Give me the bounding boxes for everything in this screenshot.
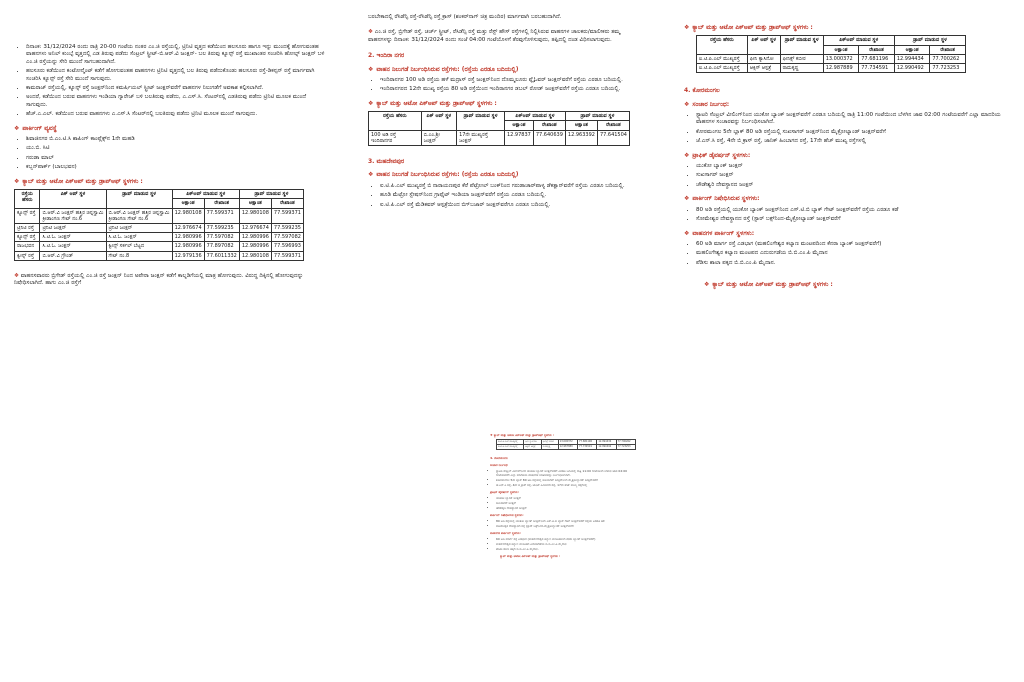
table-subheader-cell: ರೇಖಾಂಶ xyxy=(930,45,966,54)
table-header-cell: ಪಿಕ್ ಅಪ್ ಸ್ಥಳ xyxy=(747,36,780,54)
table-cell: ಬಿ.ಆರ್.ವಿ ಜಂಕ್ಷನ್ ಹತ್ತಿರ ಚಿನ್ನಸ್ವಾಮಿ ಕ್ರೀಡಾಂಗಣ ಗೇಟ್ ನಂ.6 xyxy=(106,208,172,223)
table-cell: ಫೀನಿಕ್ಸ್ ಕಬೀರ xyxy=(780,54,823,63)
table-row xyxy=(369,130,630,145)
table-cell: ಟ್ರಿನಿಟಿ ಜಂಕ್ಷನ್ xyxy=(40,223,106,232)
table-row xyxy=(15,208,304,223)
cab-table-header-text: ಕ್ಯಾಬ್ ಮತ್ತು ಆಟೋ ಪಿಕ್‌ಅಪ್ ಮತ್ತು ಡ್ರಾಪ್‌ಆಫ್ ಸ್ಥಳಗಳು : xyxy=(22,177,143,185)
table-cell: ಕ್ವೀನ್ಸ್ ರಸ್ತೆ xyxy=(15,251,40,260)
table-cell: 77.599235 xyxy=(204,223,239,232)
table-cell: 12.987889 xyxy=(823,64,859,73)
table-cell: ಫೀನಿಕ್ಸ್ ಕಬೀರ xyxy=(541,440,558,445)
diamond-icon: ❖ xyxy=(704,281,710,289)
table-cell: ರಾಮಕೃಷ್ಣ xyxy=(780,64,823,73)
table-cell: 12.980996 xyxy=(172,233,204,242)
sec2-restriction-header xyxy=(368,66,638,73)
cab-table xyxy=(14,189,304,261)
list-item: • ಯುಕೋ ಬ್ಯಾಂಕ್ ಜಂಕ್ಷನ್ xyxy=(496,496,640,500)
list-item: • ಚೌಡೇಶ್ವರಿ ದೇವಸ್ಥಾನದ ಜಂಕ್ಷನ್ xyxy=(496,506,640,510)
table-cell: 77.597082 xyxy=(271,233,303,242)
sec2-table xyxy=(368,111,630,146)
list-item: • ಜೆ.ಎನ್.ಸಿ ರಸ್ತೆ, 4ನೇ ಬಿ ಕ್ರಾಸ್ ರಸ್ತೆ, ಜಾನಿಕ್ ಹಿಂಬಾಗದ ರಸ್ತೆ, 17ನೇ ಹೆಚ್ ಮುಖ್ಯ ರಸ್ತೆಗಳಲ್ಲಿ xyxy=(496,483,640,487)
table-cell: 77.597082 xyxy=(204,233,239,242)
table-cell: 77.6011332 xyxy=(204,251,239,260)
table-cell: ಸಿ.ಟಿ.ಓ. ಜಂಕ್ಷನ್ xyxy=(106,233,172,242)
table-cell: 77.641504 xyxy=(597,130,629,145)
list-item: • ಗರುಡಾ ಮಾಲ್ xyxy=(26,155,326,162)
table-cell: ಕ್ವೀನ್ಸ್‌ ಸರ್ಕಲ್ ಬೆಟ್ಟದ xyxy=(106,242,172,251)
table-cell: ಕ್ಯೂನ್ಸ್ ರಸ್ತೆ xyxy=(15,233,40,242)
diamond-paragraph xyxy=(368,29,638,44)
parking-header xyxy=(14,125,326,132)
section-4-title: 4. ಕೋರಮಂಗಲ xyxy=(684,87,720,95)
table-cell: ಐ.ಟಿ.ಪಿ.ಎಲ್ ಮುಖ್ಯರಸ್ತೆ xyxy=(497,440,524,445)
traffic-restriction-header-text: ಸಂಚಾರ ನಿರ್ಬಂಧ: xyxy=(692,100,730,108)
list-item: • ಇಂದಿರಾನಗರ 100 ಅಡಿ ರಸ್ತೆಯ ಹಳೆ ಮದ್ರಾಸ್ ರಸ್ತೆ ಜಂಕ್ಷನ್‌ನಿಂದ ದೊಮ್ಮಲೂರು ಫ್ಲೈಓವರ್ ಜಂಕ್ಷನ್‌ವರೆಗೆ ರಸ್ತೆಯ ಎರಡೂ ಬದಿಯಲ್ಲಿ. xyxy=(380,77,638,84)
list-item: • ಪೆಡಿಸು ಶಾಲಾ ಪಕ್ಕದ ಬಿ.ಬಿ.ಎಂ.ಪಿ ಮೈದಾನ. xyxy=(496,547,640,551)
final-cab-header-text: ಕ್ಯಾಬ್ ಮತ್ತು ಆಟೋ ಪಿಕ್‌ಅಪ್ ಮತ್ತು ಡ್ರಾಪ್‌ಆಫ್ ಸ್ಥಳಗಳು : xyxy=(712,281,833,289)
no-parking-header-text: ಪಾರ್ಕಿಂಗ್ ನಿಷೇಧಿಸಿರುವ ಸ್ಥಳಗಳು: xyxy=(692,195,760,203)
no-parking-list xyxy=(684,207,1004,224)
table-cell: ಟ್ರಿನಿಟಿ ಜಂಕ್ಷನ್ xyxy=(106,223,172,232)
page3-table-header xyxy=(684,24,1004,31)
table-header-cell: ಡ್ರಾಪ್ ಮಾಡುವ ಸ್ಥಳ xyxy=(894,36,965,45)
table-cell: 12.980108 xyxy=(239,251,271,260)
thumb-final-header: ಕ್ಯಾಬ್ ಮತ್ತು ಆಟೋ ಪಿಕ್‌ಅಪ್ ಮತ್ತು ಡ್ರಾಪ್‌ಆಫ್ ಸ್ಥಳಗಳು : xyxy=(500,553,561,558)
diamond-icon: ❖ xyxy=(684,195,690,203)
table-header-cell: ರಸ್ತೆಯ ಹೆಸರು xyxy=(697,36,748,54)
list-item: • ಶಿವಾಜಿನಗರ ಬಿ.ಎಂ.ಟಿ.ಸಿ ಶಾಪಿಂಗ್ ಕಾಂಪ್ಲೆಕ್ಸ್‌ನ 1ನೇ ಮಹಡಿ xyxy=(26,136,326,143)
parking-list xyxy=(14,136,326,172)
table-row xyxy=(15,233,304,242)
table-cell: 77.599235 xyxy=(271,223,303,232)
table-cell: 12.980996 xyxy=(239,242,271,251)
table-subheader-cell: ಅಕ್ಷಾಂಶ xyxy=(239,199,271,208)
table-cell: 77.599371 xyxy=(271,251,303,260)
list-item: • 60 ಅಡಿ ಮಾರ್ಗ ರಸ್ತೆ ಎಡಭಾಗ (ಮಹಲಿಂಗೇಶ್ವರ ಕಲ್ಯಾಣ ಮಂಟಪದಿಂದ ಕೆನರಾ ಬ್ಯಾಂಕ್ ಜಂಕ್ಷನ್‌ವರೆಗೆ) xyxy=(696,241,1004,248)
table-cell: ಸಿ.ಟಿ.ಓ. ಜಂಕ್ಷನ್ xyxy=(40,233,106,242)
table-cell: 77.897082 xyxy=(204,242,239,251)
table-cell: 77.681196 xyxy=(578,440,597,445)
table-cell: 12.980996 xyxy=(172,242,204,251)
section-3-title: 3. ಮಹದೇವಪುರ xyxy=(368,158,405,166)
cab-table-header xyxy=(14,178,326,185)
table-cell: 77.723253 xyxy=(930,64,966,73)
table-subheader-cell: ರೇಖಾಂಶ xyxy=(859,45,895,54)
sec3-restriction-header-text: ವಾಹನ ನಿಲುಗಡೆ ನಿರ್ಬಂಧಿಸಿರುವ ರಸ್ತೆಗಳು: (ರಸ್ತೆಯ ಎರಡೂ ಬದಿಯಲ್ಲಿ) xyxy=(376,171,519,179)
table-subheader-cell: ರೇಖಾಂಶ xyxy=(597,121,629,130)
table-cell: ಐ.ಟಿ.ಪಿ.ಎಲ್ ಮುಖ್ಯರಸ್ತೆ xyxy=(697,64,748,73)
no-parking-header xyxy=(684,195,1004,202)
table-header-cell: ಪಿಕ್ ಅಪ್ ಸ್ಥಳ xyxy=(421,112,456,130)
table-cell: ಐ.ಟಿ.ಪಿ.ಎಲ್ ಮುಖ್ಯರಸ್ತೆ xyxy=(497,444,524,449)
page3-table xyxy=(696,35,966,73)
table-cell: ಬಿ.ಎಂ.ಶ್ರೀ ಜಂಕ್ಷನ್ xyxy=(421,130,456,145)
table-cell: ಬಿ.ಆರ್.ವಿ ಗ್ರೌಂಡ್ xyxy=(40,251,106,260)
table-cell: 12.97837 xyxy=(504,130,533,145)
sec2-table-header-text: ಕ್ಯಾಬ್ ಮತ್ತು ಆಟೋ ಪಿಕ್‌ಅಪ್ ಮತ್ತು ಡ್ರಾಪ್‌ಆಫ್ ಸ್ಥಳಗಳು : xyxy=(376,99,497,107)
thumb-traffic-header: ಸಂಚಾರ ನಿರ್ಬಂಧ: xyxy=(490,462,509,467)
table-cell: ಆಕ್ಸಿಸ್ ಆಸ್ಪತ್ರೆ xyxy=(524,444,542,449)
table-cell: 77.734591 xyxy=(578,444,597,449)
list-item: • ಕಬ್ಬನ್‌ಪಾರ್ಕ್ (ಬಾಲಭವನ) xyxy=(26,164,326,171)
final-cab-header xyxy=(684,281,1004,288)
table-cell: 13.000372 xyxy=(558,440,577,445)
thumb-section-title: 4. ಕೋರಮಂಗಲ xyxy=(490,455,508,460)
list-item: • ಅಂದರೆ, ಕಡೆಯಿಂದ ಬರುವ ವಾಹನಗಳು ಇಂಡಿಯಾ ಗ್ಯಾರೇಜ್ ಬಳಿ ಬಲತಿರುವು ಪಡೆದು, ಎ.ಎಸ್.ಸಿ. ಸೆಂಟರ್‌ನಲ್ಲಿ ಎಡತಿರುವು ಪಡೆದು ಟ್ರಿನಿಟಿ ಮೂಲಕ ಮುಂದೆ ಸಾಗುವುದು. xyxy=(26,94,326,109)
table-subheader-cell: ರೇಖಾಂಶ xyxy=(533,121,565,130)
list-item: • ಮಹಲಿಂಗೇಶ್ವರ ಕಲ್ಯಾಣ ಮಂಟಪದ ಎದುರುಗಡೆಯ ಬಿ.ಬಿ.ಎಂ.ಪಿ ಮೈದಾನ xyxy=(696,250,1004,257)
table-cell: 12.979136 xyxy=(172,251,204,260)
table-cell: ಟ್ರಿನಿಟಿ ರಸ್ತೆ xyxy=(15,223,40,232)
table-cell: 12.980108 xyxy=(172,208,204,223)
table-cell: 77.596993 xyxy=(271,242,303,251)
vehicle-parking-list xyxy=(684,241,1004,267)
diamond-icon: ❖ xyxy=(14,124,20,132)
table-cell: 12.994434 xyxy=(894,54,930,63)
table-cell: ಕ್ಯೂನ್ಸ್ ರಸ್ತೆ xyxy=(15,208,40,223)
table-cell: ಫೀನಿ ಕ್ಯಾಸಿನೋ xyxy=(747,54,780,63)
parking-header-text: ಪಾರ್ಕಿಂಗ್ ವ್ಯವಸ್ಥೆ xyxy=(22,124,57,132)
page1-column xyxy=(14,44,326,288)
list-item: • ಚೌಡೇಶ್ವರಿ ದೇವಸ್ಥಾನದ ಜಂಕ್ಷನ್ xyxy=(696,182,1004,189)
thumb-table xyxy=(496,439,636,450)
diamond-icon: ❖ xyxy=(490,433,493,437)
thumb-vehicle-parking-header: ವಾಹನಗಳ ಪಾರ್ಕಿಂಗ್ ಸ್ಥಳಗಳು: xyxy=(490,530,521,535)
sec3-list xyxy=(368,183,638,209)
list-item: • ಸ್ಟ್ಯಾಟರಿ ಸೆಂಟ್ರಲ್ ವೀಲಿಂಗ್‌ನಿಂದ ಯುಕೋ ಬ್ಯಾಂಕ್ ಜಂಕ್ಷನ್‌ವರೆಗೆ ಎರಡೂ ಬದಿಯಲ್ಲಿ ರಾತ್ರಿ 11:00 ಗಂಟೆಯಿಂದ ಬೆಳಗಿನ ಜಾವ 02:00 ಗಂಟೆಯವರೆಗೆ ಎಲ್ಲಾ ಮಾದರಿಯ ವಾಹನಗಳ ಸಂಚಾರವನ್ನು ನಿರ್ಬಂಧಿಸಲಾಗಿದೆ. xyxy=(696,112,1004,127)
table-cell: 77.681196 xyxy=(859,54,895,63)
thumb-vehicle-parking-list xyxy=(490,537,640,551)
table-cell: 12.990492 xyxy=(597,444,616,449)
table-cell: 100 ಅಡಿ ರಸ್ತೆ ಇಂದಿರಾನಗರ xyxy=(369,130,422,145)
diversion-header-text: ಟ್ರಾಫಿಕ್ ಡೈವರ್ಷನ್ ಸ್ಥಳಗಳು: xyxy=(692,151,751,159)
thumb-header xyxy=(490,433,640,437)
table-header-cell: ಪಿಕ್‌ಅಪ್ ಮಾಡುವ ಸ್ಥಳ xyxy=(172,190,239,199)
list-item: • ಹೂಡಿ ಮೆಟ್ರೋ ಸ್ಟೇಷನ್‌ನಿಂದ ಗ್ರಾಫೈಟ್ ಇಂಡಿಯಾ ಜಂಕ್ಷನ್‌ವರೆಗೆ ರಸ್ತೆಯ ಎರಡೂ ಬದಿಯಲ್ಲಿ. xyxy=(380,192,638,199)
sec2-table-header xyxy=(368,100,638,107)
sec2-restriction-header-text: ವಾಹನ ನಿಲುಗಡೆ ನಿರ್ಬಂಧಿಸಿರುವ ರಸ್ತೆಗಳು: (ರಸ್ತೆಯ ಎರಡೂ ಬದಿಯಲ್ಲಿ) xyxy=(376,65,519,73)
table-header-cell: ಡ್ರಾಪ್ ಮಾಡುವ ಸ್ಥಳ xyxy=(565,112,629,121)
list-item: • ಪೆಡಿಸು ಶಾಲಾ ಪಕ್ಕದ ಬಿ.ಬಿ.ಎಂ.ಪಿ ಮೈದಾನ. xyxy=(696,260,1004,267)
table-cell: 77.640639 xyxy=(533,130,565,145)
table-cell: 12.976674 xyxy=(239,223,271,232)
diamond-icon: ❖ xyxy=(684,229,690,237)
table-cell: ಗೇಟ್ ನಂ.8 xyxy=(106,251,172,260)
table-subheader-cell: ರೇಖಾಂಶ xyxy=(271,199,303,208)
table-row xyxy=(15,251,304,260)
table-cell: 77.734591 xyxy=(859,64,895,73)
table-subheader-cell: ಅಕ್ಷಾಂಶ xyxy=(894,45,930,54)
list-item: • ದಿನಾಂಕ: 31/12/2024 ರಂದು ರಾತ್ರಿ 20-00 ಗಂಟೆಯ ನಂತರ ಎಂ.ಜಿ ರಸ್ತೆಯಲ್ಲಿ, ಟ್ರಿನಿಟಿ ವೃತ್ತದ ಕಡೆಯಿಂದ ಹಲಸೂರು ಹಾಗೂ ಇನ್ನು ಮುಂದಕ್ಕೆ ಹೋಗುವಂತಹ ವಾಹನಗಳು ಅನಿಲ್ ಕುಂಬ್ಳೆ ವೃತ್ತದಲ್ಲಿ ಎಡ ತಿರುವು ಪಡೆದು ಸೆಂಟ್ರಲ್ ಸ್ಟ್ರೀಟ್-ಬಿ.ಆರ್.ವಿ ಜಂಕ್ಷನ್- ಬಲ ತಿರುವು ಕ್ಯೂನ್ಸ್ ರಸ್ತೆ ಮುಖಾಂತರ ಸಂಚರಿಸಿ ಹೋಲ್ಸ್ ಜಂಕ್ಷನ್ ಬಳಿ ಎಂ.ಜಿ ರಸ್ತೆಯನ್ನು ಸೇರಿ ಮುಂದೆ ಸಾಗಬಹುದಾಗಿದೆ. xyxy=(26,44,326,66)
list-item: • ಮಹಲಿಂಗೇಶ್ವರ ಕಲ್ಯಾಣ ಮಂಟಪದ ಎದುರುಗಡೆಯ ಬಿ.ಬಿ.ಎಂ.ಪಿ ಮೈದಾನ xyxy=(496,542,640,546)
list-item: • ಸ್ಟ್ಯಾಟರಿ ಸೆಂಟ್ರಲ್ ವೀಲಿಂಗ್‌ನಿಂದ ಯುಕೋ ಬ್ಯಾಂಕ್ ಜಂಕ್ಷನ್‌ವರೆಗೆ ಎರಡೂ ಬದಿಯಲ್ಲಿ ರಾತ್ರಿ 11:00 ಗಂಟೆಯಿಂದ ಬೆಳಗಿನ ಜಾವ 02:00 ಗಂಟೆಯವರೆಗೆ ಎಲ್ಲಾ ಮಾದರಿಯ ವಾಹನಗಳ ಸಂಚಾರವನ್ನು ನಿರ್ಬಂಧಿಸಲಾಗಿದೆ. xyxy=(496,469,640,477)
table-header-cell: ಪಿಕ್‌ಅಪ್ ಮಾಡುವ ಸ್ಥಳ xyxy=(823,36,894,45)
table-header-cell: ಪಿಕ್‌ಅಪ್ ಮಾಡುವ ಸ್ಥಳ xyxy=(504,112,565,121)
list-item: • 60 ಅಡಿ ಮಾರ್ಗ ರಸ್ತೆ ಎಡಭಾಗ (ಮಹಲಿಂಗೇಶ್ವರ ಕಲ್ಯಾಣ ಮಂಟಪದಿಂದ ಕೆನರಾ ಬ್ಯಾಂಕ್ ಜಂಕ್ಷನ್‌ವರೆಗೆ) xyxy=(496,537,640,541)
list-item: • ಯುಕೋ ಬ್ಯಾಂಕ್ ಜಂಕ್ಷನ್ xyxy=(696,163,1004,170)
table-subheader-cell: ರೇಖಾಂಶ xyxy=(204,199,239,208)
sec3-restriction-header xyxy=(368,171,638,178)
thumb-traffic-list xyxy=(490,469,640,487)
table-row xyxy=(697,54,966,63)
diamond-paragraph-text: ಎಂ.ಜಿ ರಸ್ತೆ, ಬ್ರಿಗೇಡ್ ರಸ್ತೆ, ಚರ್ಚ್ ಸ್ಟ್ರೀಟ್, ರೆಸಿಡೆನ್ಸಿ ರಸ್ತೆ ಮತ್ತು ರೆಸ್ಟ್ ಹೌಸ್ ರಸ್ತೆಗಳಲ್ಲಿ ನಿಲ್ಲಿಸಿರುವ ವಾಹನಗಳ ಚಾಲಕರು/ಮಾಲೀಕರು ತಮ್ಮ ವಾಹನಗಳನ್ನು ದಿನಾಂಕ: 31/12/2024 ರಂದು ಸಂಜೆ 04:00 ಗಂಟೆಯೊಳಗೆ ತೆರವುಗೊಳಿಸುವುದು, ತಪ್ಪಿದಲ್ಲಿ ದಂಡ ವಿಧಿಸಲಾಗುವುದು. xyxy=(368,29,621,43)
table-subheader-cell: ಅಕ್ಷಾಂಶ xyxy=(504,121,533,130)
list-item: • ಕೋರಮಂಗಲ 5ನೇ ಬ್ಲಾಕ್ 80 ಅಡಿ ರಸ್ತೆಯಲ್ಲಿ ಸುಖಸಾಗರ್ ಜಂಕ್ಷನ್‌ನಿಂದ ಮೈಕ್ರೋಲ್ಯಾಂಡ್ ಜಂಕ್ಷನ್‌ವರೆಗೆ xyxy=(496,478,640,482)
list-item: • ಐ.ಟಿ.ಪಿ.ಎಲ್ ಮುಖ್ಯರಸ್ತೆ ಬಿ ನಾರಾಯಣಪುರ ಕೆರೆ ಪೆಟ್ರೋಲ್ ಬಂಕ್‌ನಿಂದ ಗರುಡಾಚಾರ್‌ಪಾಳ್ಯ ಡೆಕತ್ಲಾನ್‌ವರೆಗೆ ರಸ್ತೆಯ ಎರಡೂ ಬದಿಯಲ್ಲಿ. xyxy=(380,183,638,190)
table-cell: 12.980108 xyxy=(239,208,271,223)
page-right xyxy=(662,0,1024,682)
diamond-icon: ❖ xyxy=(14,177,20,185)
table-cell: 77.599371 xyxy=(271,208,303,223)
section-2-title: 2. ಇಂದಿರಾ ನಗರ xyxy=(368,52,405,60)
table-header-cell: ಡ್ರಾಪ್ ಮಾಡುವ ಸ್ಥಳ xyxy=(106,190,172,208)
table-header-cell: ರಸ್ತೆಯ ಹೆಸರು xyxy=(15,190,40,208)
table-cell: 17ನೇ ಮುಖ್ಯರಸ್ತೆ ಜಂಕ್ಷನ್ xyxy=(457,130,505,145)
list-item: • 80 ಅಡಿ ರಸ್ತೆಯಲ್ಲಿ ಯುಕೋ ಬ್ಯಾಂಕ್ ಜಂಕ್ಷನ್‌ನಿಂದ ಎಸ್.ಟಿ.ಬಿ ಬ್ಯಾಕ್ ಗೇಟ್ ಜಂಕ್ಷನ್‌ವರೆಗೆ ರಸ್ತೆಯ ಎರಡೂ ಕಡೆ xyxy=(696,207,1004,214)
table-header-cell: ಡ್ರಾಪ್ ಮಾಡುವ ಸ್ಥಳ xyxy=(239,190,303,199)
page3-column xyxy=(684,18,1004,293)
list-item: • 80 ಅಡಿ ರಸ್ತೆಯಲ್ಲಿ ಯುಕೋ ಬ್ಯಾಂಕ್ ಜಂಕ್ಷನ್‌ನಿಂದ ಎಸ್.ಟಿ.ಬಿ ಬ್ಯಾಕ್ ಗೇಟ್ ಜಂಕ್ಷನ್‌ವರೆಗೆ ರಸ್ತೆಯ ಎರಡೂ ಕಡೆ xyxy=(496,519,640,523)
diversion-list xyxy=(684,163,1004,189)
list-item: • ಹೆಚ್.ಎ.ಎಲ್. ಕಡೆಯಿಂದ ಬರುವ ವಾಹನಗಳು ಎ.ಎಸ್.ಸಿ ಸೆಂಟರ್‌ನಲ್ಲಿ ಬಲತಿರುವು ಪಡೆದು ಟ್ರಿನಿಟಿ ಮೂಲಕ ಮುಂದೆ ಸಾಗುವುದು. xyxy=(26,111,326,118)
table-cell: ಫೀನಿ ಕ್ಯಾಸಿನೋ xyxy=(524,440,542,445)
table-subheader-cell: ಅಕ್ಷಾಂಶ xyxy=(565,121,597,130)
diversion-header xyxy=(684,152,1004,159)
page3-table-header-text: ಕ್ಯಾಬ್ ಮತ್ತು ಆಟೋ ಪಿಕ್‌ಅಪ್ ಮತ್ತು ಡ್ರಾಪ್‌ಆಫ್ ಸ್ಥಳಗಳು : xyxy=(692,24,813,31)
table-cell: 12.994434 xyxy=(597,440,616,445)
sec2-list xyxy=(368,77,638,94)
table-row xyxy=(15,242,304,251)
diamond-icon: ❖ xyxy=(368,99,374,107)
thumb-no-parking-header: ಪಾರ್ಕಿಂಗ್ ನಿಷೇಧಿಸಿರುವ ಸ್ಥಳಗಳು: xyxy=(490,512,524,517)
list-item: • ಐ.ಟಿ.ಪಿ.ಎಲ್ ರಸ್ತೆ ಮೆಡಿಕವರ್ ಆಸ್ಪತ್ರೆಯಿಂದ ಬಿಗ್‌ಬಜಾರ್ ಜಂಕ್ಷನ್‌ವರೆಗೂ ಎರಡೂ ಬದಿಯಲ್ಲಿ. xyxy=(380,202,638,209)
table-cell: 77.723253 xyxy=(616,444,635,449)
page2-column xyxy=(368,14,638,211)
diamond-icon: ❖ xyxy=(684,100,690,108)
thumb-no-parking-list xyxy=(490,519,640,528)
top-paragraph: ಬರಬೇಕಾದಲ್ಲಿ ರೆಸಿಡೆನ್ಸಿ ರಸ್ತೆ-ರೆಸಿಡೆನ್ಸಿ ರಸ್ತೆ ಕ್ರಾಸ್ (ಶಂಕರ್‌ನಾಗ್ ಚಿತ್ರ ಮಂದಿರ) ಮಾರ್ಗವಾಗಿ ಬರಬಹುದಾಗಿದೆ. xyxy=(368,14,562,20)
table-cell: 77.599371 xyxy=(204,208,239,223)
table-row xyxy=(497,444,636,449)
diamond-icon: ❖ xyxy=(684,151,690,159)
table-cell: ರಾಮಕೃಷ್ಣ xyxy=(541,444,558,449)
page-left xyxy=(0,0,340,682)
list-item: • ಸುಖಸಾಗರ್ ಜಂಕ್ಷನ್ xyxy=(696,172,1004,179)
table-cell: 77.700262 xyxy=(616,440,635,445)
list-item: • ಕಾಮರಾಜ್ ರಸ್ತೆಯಲ್ಲಿ, ಕ್ಯೂನ್ಸ್ ರಸ್ತೆ ಜಂಕ್ಷನ್‌ನಿಂದ ಕಮರ್ಷಿಯಲ್ ಸ್ಟ್ರೀಟ್ ಜಂಕ್ಷನ್‌ವರೆಗೆ ವಾಹನಗಳ ನಿಲುಗಡೆಗೆ ಅವಕಾಶ ಕಲ್ಪಿಸಲಾಗಿದೆ. xyxy=(26,85,326,92)
table-header-cell: ಡ್ರಾಪ್ ಮಾಡುವ ಸ್ಥಳ xyxy=(780,36,823,54)
table-cell: ಸಿ.ಟಿ.ಓ. ಜಂಕ್ಷನ್ xyxy=(40,242,106,251)
list-item: • ಸೋಮೇಶ್ವರ ದೇವಸ್ಥಾನದ ರಸ್ತೆ (ಸ್ಟಾರ್ ಬಕ್ಸ್‌ನಿಂದ-ಮೈಕ್ರೋಲ್ಯಾಂಡ್ ಜಂಕ್ಷನ್‌ವರೆಗೆ xyxy=(696,216,1004,223)
table-cell: 12.990492 xyxy=(894,64,930,73)
list-item: • ಸೋಮೇಶ್ವರ ದೇವಸ್ಥಾನದ ರಸ್ತೆ (ಸ್ಟಾರ್ ಬಕ್ಸ್‌ನಿಂದ-ಮೈಕ್ರೋಲ್ಯಾಂಡ್ ಜಂಕ್ಷನ್‌ವರೆಗೆ xyxy=(496,524,640,528)
bottom-paragraph-text: ವಾಹನಸವಾರರು ಬ್ರಿಗೇಡ್ ರಸ್ತೆಯಲ್ಲಿ ಎಂ.ಜಿ ರಸ್ತೆ ಜಂಕ್ಷನ್ ನಿಂದ ಅಪೇರಾ ಜಂಕ್ಷನ್ ಕಡೆಗೆ ಕಾಲ್ನಡಿಗೆಯಲ್ಲಿ ಮಾತ್ರ ಹೋಗುವುದು. ವಿರುದ್ಧ ದಿಕ್ಕಿನಲ್ಲಿ ಹೋಗುವುದನ್ನು ನಿಷೇಧಿಸಲಾಗಿದೆ. ಹಾಗು ಎಂ.ಜಿ ರಸ್ತೆಗೆ xyxy=(14,272,304,287)
thumbnail-page xyxy=(490,430,640,682)
table-subheader-cell: ಅಕ್ಷಾಂಶ xyxy=(172,199,204,208)
list-item: • ಹಲಸೂರು ಕಡೆಯಿಂದ ಕಂಟೋನ್ಮೆಂಟ್ ಕಡೆಗೆ ಹೋಗುವಂತಹ ವಾಹನಗಳು ಟ್ರಿನಿಟಿ ವೃತ್ತದಲ್ಲಿ ಬಲ ತಿರುವು ಪಡೆದುಕೊಂಡು ಹಲಸೂರು ರಸ್ತೆ-ಡಿಕನ್ಸನ್ ರಸ್ತೆ ಮಾರ್ಗವಾಗಿ ಸಂಚರಿಸಿ ಕ್ಯೂನ್ಸ್ ರಸ್ತೆ ಸೇರಿ ಮುಂದೆ ಸಾಗುವುದು. xyxy=(26,68,326,83)
table-header-cell: ಡ್ರಾಪ್ ಮಾಡುವ ಸ್ಥಳ xyxy=(457,112,505,130)
list-item: • ಕೋರಮಂಗಲ 5ನೇ ಬ್ಲಾಕ್ 80 ಅಡಿ ರಸ್ತೆಯಲ್ಲಿ ಸುಖಸಾಗರ್ ಜಂಕ್ಷನ್‌ನಿಂದ ಮೈಕ್ರೋಲ್ಯಾಂಡ್ ಜಂಕ್ಷನ್‌ವರೆಗೆ xyxy=(696,129,1004,136)
diamond-icon: ❖ xyxy=(684,24,690,31)
table-cell: 12.963392 xyxy=(565,130,597,145)
thumb-diversion-list xyxy=(490,496,640,510)
table-cell: 13.000372 xyxy=(823,54,859,63)
traffic-list xyxy=(684,112,1004,146)
table-cell: 12.980996 xyxy=(239,233,271,242)
vehicle-parking-header-text: ವಾಹನಗಳ ಪಾರ್ಕಿಂಗ್ ಸ್ಥಳಗಳು: xyxy=(692,229,755,237)
bottom-paragraph xyxy=(14,273,326,288)
thumb-diversion-header: ಟ್ರಾಫಿಕ್ ಡೈವರ್ಷನ್ ಸ್ಥಳಗಳು: xyxy=(490,489,519,494)
diamond-icon: ❖ xyxy=(368,65,374,73)
table-header-cell: ಪಿಕ್ ಅಪ್ ಸ್ಥಳ xyxy=(40,190,106,208)
vehicle-parking-header xyxy=(684,230,1004,237)
diamond-icon: ❖ xyxy=(368,29,374,36)
traffic-restriction-header xyxy=(684,101,1004,108)
list-item: • ಯು.ಬಿ. ಸಿಟಿ xyxy=(26,145,326,152)
table-cell: ರಾಜಭವನ xyxy=(15,242,40,251)
page1-top-bullets xyxy=(14,44,326,119)
table-row xyxy=(697,64,966,73)
table-subheader-cell: ಅಕ್ಷಾಂಶ xyxy=(823,45,859,54)
list-item: • ಜೆ.ಎನ್.ಸಿ ರಸ್ತೆ, 4ನೇ ಬಿ ಕ್ರಾಸ್ ರಸ್ತೆ, ಜಾನಿಕ್ ಹಿಂಬಾಗದ ರಸ್ತೆ, 17ನೇ ಹೆಚ್ ಮುಖ್ಯ ರಸ್ತೆಗಳಲ್ಲಿ xyxy=(696,138,1004,145)
table-cell: ಬಿ.ಆರ್.ವಿ ಜಂಕ್ಷನ್ ಹತ್ತಿರ ಚಿನ್ನಸ್ವಾಮಿ ಕ್ರೀಡಾಂಗಣ ಗೇಟ್ ನಂ.6 xyxy=(40,208,106,223)
table-cell: 77.700262 xyxy=(930,54,966,63)
thumb-header-text: ಕ್ಯಾಬ್ ಮತ್ತು ಆಟೋ ಪಿಕ್‌ಅಪ್ ಮತ್ತು ಡ್ರಾಪ್‌ಆಫ್ ಸ್ಥಳಗಳು : xyxy=(493,433,554,437)
table-cell: ಐ.ಟಿ.ಪಿ.ಎಲ್ ಮುಖ್ಯರಸ್ತೆ xyxy=(697,54,748,63)
table-cell: ಆಕ್ಸಿಸ್ ಆಸ್ಪತ್ರೆ xyxy=(747,64,780,73)
list-item: • ಇಂದಿರಾನಗರದ 12ನೇ ಮುಖ್ಯ ರಸ್ತೆಯ 80 ಅಡಿ ರಸ್ತೆಯಿಂದ ಇಂದಿರಾನಗರ ಡಬಲ್ ರೋಡ್ ಜಂಕ್ಷನ್‌ವರೆಗೆ ರಸ್ತೆಯ ಎರಡೂ ಬದಿಯಲ್ಲಿ. xyxy=(380,86,638,93)
table-cell: 12.987889 xyxy=(558,444,577,449)
diamond-icon: ❖ xyxy=(368,171,374,179)
table-row xyxy=(15,223,304,232)
list-item: • ಸುಖಸಾಗರ್ ಜಂಕ್ಷನ್ xyxy=(496,501,640,505)
table-cell: 12.976674 xyxy=(172,223,204,232)
diamond-icon: ❖ xyxy=(14,272,20,279)
table-header-cell: ರಸ್ತೆಯ ಹೆಸರು xyxy=(369,112,422,130)
